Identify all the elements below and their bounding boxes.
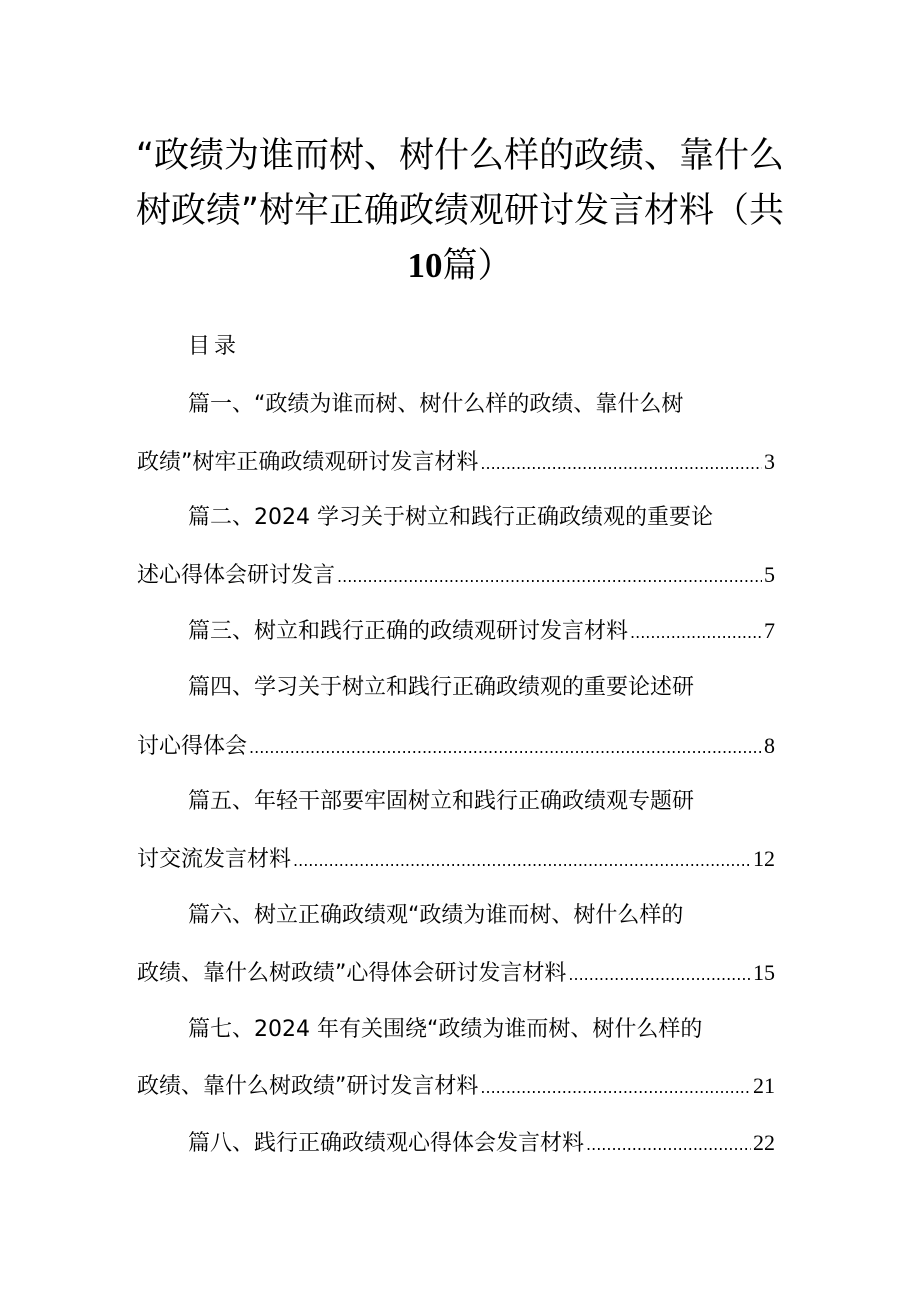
- toc-entry-2-line-1[interactable]: 篇二、2024 学习关于树立和践行正确政绩观的重要论: [188, 505, 713, 530]
- toc-leader-dots: [630, 618, 762, 648]
- toc-entry-2-title: 述心得体会研讨发言: [137, 563, 336, 588]
- toc-entry-6-line-1[interactable]: 篇六、树立正确政绩观“政绩为谁而树、树什么样的: [188, 903, 684, 928]
- toc-entry-2-page: 5: [764, 562, 775, 587]
- toc-entry-8[interactable]: [188, 1128, 775, 1158]
- toc-entry-1-title: 政绩”树牢正确政绩观研讨发言材料: [137, 450, 479, 475]
- toc-leader-dots: [480, 1073, 751, 1103]
- toc-entry-3[interactable]: [188, 616, 775, 646]
- title-count-suffix: 篇）: [442, 246, 513, 286]
- toc-entry-8-page: 22: [753, 1130, 775, 1155]
- title-count: 10: [407, 246, 443, 285]
- toc-entry-3-page: 7: [764, 618, 775, 643]
- toc-entry-6-page: 15: [753, 960, 775, 985]
- toc-leader-dots: [249, 733, 762, 763]
- toc-leader-dots: [337, 562, 762, 592]
- toc-entry-5-page: 12: [753, 846, 775, 871]
- toc-leader-dots: [293, 846, 751, 876]
- toc-entry-6-title: 政绩、靠什么树政绩”心得体会研讨发言材料: [137, 961, 567, 986]
- toc-entry-2[interactable]: [137, 560, 775, 590]
- toc-entry-3-title: 篇三、树立和践行正确的政绩观研讨发言材料: [188, 619, 629, 644]
- toc-leader-dots: [480, 449, 762, 479]
- toc-entry-4-line-1[interactable]: 篇四、学习关于树立和践行正确政绩观的重要论述研: [188, 675, 695, 700]
- toc-entry-1-page: 3: [764, 449, 775, 474]
- title-line-2: 树政绩”树牢正确政绩观研讨发言材料（共: [135, 191, 785, 231]
- title-line-1: “政绩为谁而树、树什么样的政绩、靠什么: [135, 136, 785, 176]
- toc-entry-6[interactable]: [137, 958, 775, 988]
- title-line-3: [0, 246, 920, 286]
- toc-leader-dots: [586, 1130, 751, 1160]
- toc-entry-5-title: 讨交流发言材料: [137, 847, 292, 872]
- toc-heading: 目录: [188, 334, 241, 359]
- toc-entry-5-line-1[interactable]: 篇五、年轻干部要牢固树立和践行正确政绩观专题研: [188, 789, 695, 814]
- toc-entry-8-title: 篇八、践行正确政绩观心得体会发言材料: [188, 1131, 585, 1156]
- toc-leader-dots: [568, 960, 751, 990]
- toc-entry-4-title: 讨心得体会: [137, 734, 248, 759]
- toc-entry-7-title: 政绩、靠什么树政绩”研讨发言材料: [137, 1074, 479, 1099]
- toc-entry-7-line-1[interactable]: 篇七、2024 年有关围绕“政绩为谁而树、树什么样的: [188, 1017, 703, 1042]
- toc-entry-7-page: 21: [753, 1073, 775, 1098]
- toc-entry-1[interactable]: [137, 447, 775, 477]
- toc-entry-7[interactable]: [137, 1071, 775, 1101]
- toc-entry-1-line-1[interactable]: 篇一、“政绩为谁而树、树什么样的政绩、靠什么树: [188, 392, 684, 417]
- toc-entry-4-page: 8: [764, 733, 775, 758]
- toc-entry-5[interactable]: [137, 844, 775, 874]
- toc-entry-4[interactable]: [137, 731, 775, 761]
